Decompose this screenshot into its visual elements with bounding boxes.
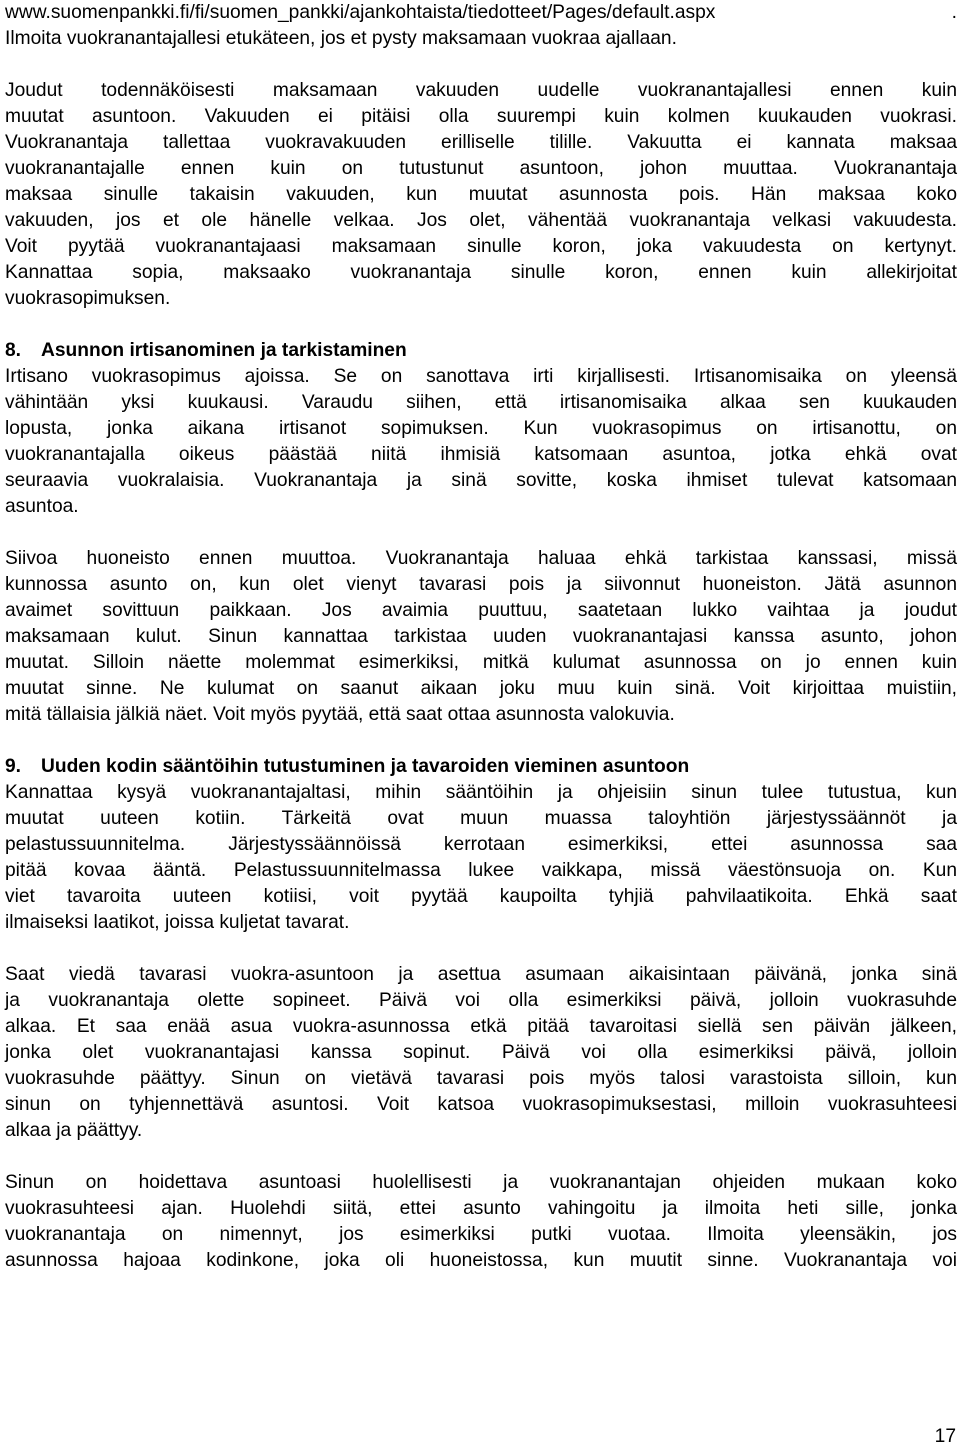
spacer: [5, 728, 957, 754]
text-line: lopusta, jonka aikana irtisanot sopimuksen. Kun vuokrasopimus on irtisanottu, on: [5, 418, 957, 439]
section-heading: [5, 754, 957, 780]
section-title: Uuden kodin sääntöihin tutustuminen ja tavaroiden vieminen asuntoon: [41, 756, 690, 777]
document-page: [5, 0, 957, 1274]
spacer: [5, 520, 957, 546]
text-line: Vuokranantaja tallettaa vuokravakuuden erilliselle tilille. Vakuutta ei kannata maksaa: [5, 132, 957, 153]
text-line: ja vuokranantaja olette sopineet. Päivä voi olla esimerkiksi päivä, jolloin vuokrasuhde: [5, 990, 957, 1011]
text-line: jonka olet vuokranantajasi kanssa sopinut. Päivä voi olla esimerkiksi päivä, jolloin: [5, 1042, 957, 1063]
source-url: www.suomenpankki.fi/fi/suomen_pankki/ajankohtaista/tiedotteet/Pages/default.aspx: [5, 2, 716, 23]
text-line: vuokranantajalla oikeus päästää niitä ihmisiä katsomaan asuntoa, jotka ehkä ovat: [5, 444, 957, 465]
spacer: [5, 1144, 957, 1170]
section-9: [5, 754, 957, 1274]
cleaning-paragraph: [5, 546, 957, 728]
text-line: Siivoa huoneisto ennen muuttoa. Vuokranantaja haluaa ehkä tarkistaa kanssasi, missä: [5, 548, 957, 569]
text-line: vuokrasopimuksen.: [5, 288, 171, 309]
text-line: muutat sinne. Ne kulumat on saanut aikaan joku muu kuin sinä. Voit kirjoittaa muistiin,: [5, 678, 957, 699]
source-url-line: [5, 0, 957, 26]
text-line: vakuuden, jos et ole hänelle velkaa. Jos olet, vähentää vuokranantaja velkasi vakuudesta.: [5, 210, 957, 231]
page-number: 17: [934, 1426, 956, 1447]
url-trailing-dot: .: [951, 2, 957, 23]
text-line: vuokrasuhteesi ajan. Huolehdi siitä, ettei asunto vahingoitu ja ilmoita heti sille, jonka: [5, 1198, 957, 1219]
text-line: viet tavaroita uuteen kotiisi, voit pyytää kaupoilta tyhjiä pahvilaatikoita. Ehkä saat: [5, 886, 957, 907]
text-line: alkaa. Et saa enää asua vuokra-asunnossa etkä pitää tavaroitasi siellä sen päivän jälkeen,: [5, 1016, 957, 1037]
text-line: Irtisano vuokrasopimus ajoissa. Se on sanottava irti kirjallisesti. Irtisanomisaika on yleensä: [5, 366, 957, 387]
text-line: maksaa sinulle takaisin vakuuden, kun muutat asunnosta pois. Hän maksaa koko: [5, 184, 957, 205]
text-line: avaimet sovittuun paikkaan. Jos avaimia puuttuu, saatetaan lukko vaihtaa ja joudut: [5, 600, 957, 621]
text-line: Sinun on hoidettava asuntoasi huolellisesti ja vuokranantajan ohjeiden mukaan koko: [5, 1172, 957, 1193]
text-line: seuraavia vuokralaisia. Vuokranantaja ja sinä sovitte, koska ihmiset tulevat katsomaan: [5, 470, 957, 491]
text-line: alkaa ja päättyy.: [5, 1120, 143, 1141]
text-line: muutat. Silloin näette molemmat esimerkiksi, mitkä kulumat asunnossa on jo ennen kuin: [5, 652, 957, 673]
text-line: sinun on tyhjennettävä asuntosi. Voit katsoa vuokrasopimuksestasi, milloin vuokrasuhteesi: [5, 1094, 957, 1115]
text-line: Kannattaa sopia, maksaako vuokranantaja sinulle koron, ennen kuin allekirjoitat: [5, 262, 957, 283]
text-line: vähintään yksi kuukausi. Varaudu siihen, että irtisanomisaika alkaa sen kuukauden: [5, 392, 957, 413]
text-line: Voit pyytää vuokranantajaasi maksamaan sinulle koron, joka vakuudesta on kertynyt.: [5, 236, 957, 257]
text-line: vuokrasuhde päättyy. Sinun on vietävä tavarasi pois myös talosi varastoista silloin, kun: [5, 1068, 957, 1089]
section-title: Asunnon irtisanominen ja tarkistaminen: [41, 340, 407, 361]
text-line: Joudut todennäköisesti maksamaan vakuuden uudelle vuokranantajallesi ennen kuin: [5, 80, 957, 101]
notice-line: Ilmoita vuokranantajallesi etukäteen, jos et pysty maksamaan vuokraa ajallaan.: [5, 28, 677, 49]
text-line: pelastussuunnitelma. Järjestyssäännöissä kerrotaan esimerkiksi, ettei asunnossa saa: [5, 834, 957, 855]
section-number: 8.: [5, 340, 22, 361]
section-number: 9.: [5, 756, 22, 777]
text-line: asunnossa hajoaa kodinkone, joka oli huoneistossa, kun muutit sinne. Vuokranantaja voi: [5, 1250, 957, 1271]
deposit-paragraph: [5, 78, 957, 312]
text-line: muutat uuteen kotiin. Tärkeitä ovat muun muassa taloyhtiön järjestyssäännöt ja: [5, 808, 957, 829]
text-line: vuokranantaja on nimennyt, jos esimerkiksi putki vuotaa. Ilmoita yleensäkin, jos: [5, 1224, 957, 1245]
text-line: mitä tällaisia jälkiä näet. Voit myös pyytää, että saat ottaa asunnosta valokuvia.: [5, 704, 675, 725]
section-heading: [5, 338, 957, 364]
text-line: Kannattaa kysyä vuokranantajaltasi, mihin sääntöihin ja ohjeisiin sinun tulee tutustua, kun: [5, 782, 957, 803]
text-line: maksamaan kulut. Sinun kannattaa tarkistaa uuden vuokranantajasi kanssa asunto, johon: [5, 626, 957, 647]
rules-paragraph: [5, 780, 957, 936]
text-line: kunnossa asunto on, kun olet vienyt tavarasi pois ja siivonnut huoneiston. Jätä asunnon: [5, 574, 957, 595]
section-8: [5, 338, 957, 728]
spacer: [5, 312, 957, 338]
text-line: muutat asuntoon. Vakuuden ei pitäisi olla suurempi kuin kolmen kuukauden vuokrasi.: [5, 106, 957, 127]
text-line: asuntoa.: [5, 496, 79, 517]
termination-paragraph: [5, 364, 957, 520]
spacer: [5, 936, 957, 962]
care-paragraph: [5, 1170, 957, 1274]
text-line: pitää kovaa ääntä. Pelastussuunnitelmassa lukee vaikkapa, missä väestönsuoja on. Kun: [5, 860, 957, 881]
text-line: ilmaiseksi laatikot, joissa kuljetat tavarat.: [5, 912, 350, 933]
text-line: vuokranantajalle ennen kuin on tutustunut asuntoon, johon muuttaa. Vuokranantaja: [5, 158, 957, 179]
text-line: Saat viedä tavarasi vuokra-asuntoon ja asettua asumaan aikaisintaan päivänä, jonka sinä: [5, 964, 957, 985]
moving-in-paragraph: [5, 962, 957, 1144]
spacer: [5, 52, 957, 78]
